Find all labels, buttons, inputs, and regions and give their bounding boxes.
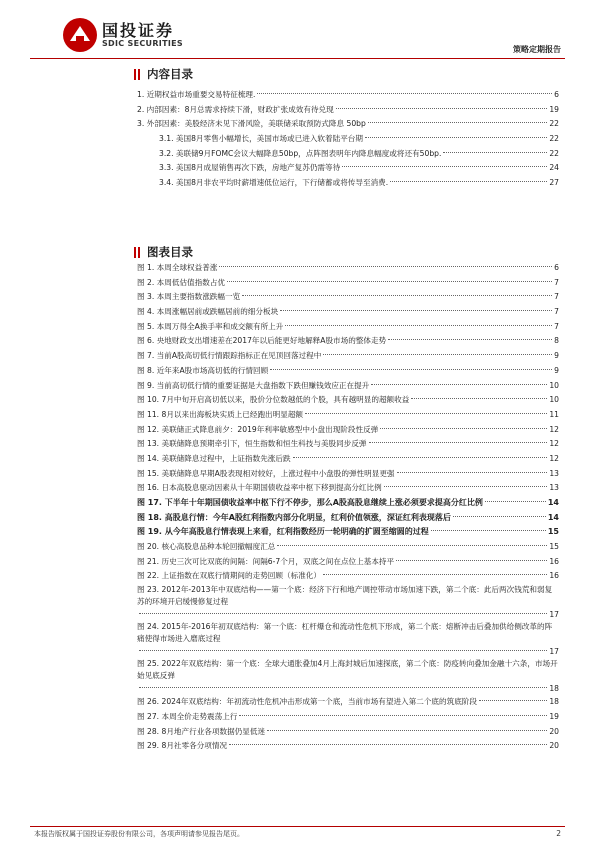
entry-page-number: 12: [549, 453, 559, 463]
figure-entry-14[interactable]: [137, 452, 559, 467]
entry-title: 图 17. 下半年十年期国债收益率中枢下行不停步，那么A股高股息继续上涨必须要求提高分红比例: [137, 498, 483, 507]
logo-english-name: SDIC SECURITIES: [102, 39, 183, 48]
entry-title: 图 23. 2012年-2013年中双底结构——第一个底：经济下行和地产调控带动市场加速下跌，第二个底：此后两次钱荒和弱复苏的环境开启缓慢修复过程: [137, 585, 553, 607]
entry-page-number: 16: [549, 556, 559, 566]
entry-page-number: 15: [547, 527, 559, 537]
contents-heading: [134, 66, 193, 82]
figure-entry-3[interactable]: [137, 290, 559, 305]
dot-leader: [411, 398, 547, 399]
entry-title: 图 25. 2022年双底结构：第一个底：全球大通胀叠加4月上海封城后加速探底，第二个底：防疫转向叠加金融十六条，市场开始见底反弹: [137, 659, 558, 681]
entry-page-number: 7: [554, 307, 559, 317]
figures-title: 图表目录: [147, 245, 193, 259]
dot-leader: [380, 428, 547, 429]
dot-leader: [257, 93, 552, 94]
dot-leader: [431, 530, 546, 531]
dot-leader: [479, 700, 547, 701]
entry-page-number: 16: [549, 571, 559, 581]
entry-page-number: 12: [549, 424, 559, 434]
entry-title: 图 14. 美联储降息过程中，上证指数先涨后跌: [137, 453, 291, 463]
dot-leader: [443, 152, 547, 153]
figure-entry-5[interactable]: [137, 320, 559, 335]
figure-entry-13[interactable]: [137, 437, 559, 452]
dot-leader: [285, 325, 552, 326]
dot-leader: [368, 122, 548, 123]
entry-title: 图 3. 本周主要指数涨跌幅一览: [137, 292, 241, 302]
entry-title: 3.4. 美国8月非农平均时薪增速低位运行，下行储蓄或将传导至消费.: [159, 178, 389, 188]
dot-leader: [293, 457, 548, 458]
dot-leader: [139, 650, 547, 651]
page-header: [0, 0, 595, 60]
figure-entry-10[interactable]: [137, 393, 559, 408]
dot-leader: [369, 442, 548, 443]
figure-entry-12[interactable]: [137, 423, 559, 438]
entry-title: 图 5. 本周万得全A换手率和成交额有所上升: [137, 321, 284, 331]
entry-page-number: 8: [554, 336, 559, 346]
entry-page-number: 17: [549, 610, 559, 620]
figure-entry-22[interactable]: [137, 569, 559, 584]
entry-page-number: 14: [547, 498, 559, 507]
entry-title: 图 12. 美联储正式降息前夕：2019年利率敏感型中小盘出现阶段性反弹: [137, 424, 379, 434]
dot-leader: [277, 545, 547, 546]
entry-title: 图 2. 本周低估值指数占优: [137, 277, 226, 287]
section-marker-icon: [134, 69, 140, 80]
dot-leader: [219, 266, 552, 267]
contents-entry-1[interactable]: [137, 88, 559, 103]
entry-title: 图 9. 当前高切低行情的重要证据是大盘指数下跌但赚钱效应正在提升: [137, 380, 370, 390]
dot-leader: [139, 687, 547, 688]
entry-page-number: 13: [549, 468, 559, 478]
contents-entry-3[interactable]: [137, 117, 559, 132]
entry-title: 图 10. 7月中旬开启高切低以来，股价分位数越低的个股，具有越明显的超额收益: [137, 395, 410, 405]
entry-title: 图 20. 核心高股息品种本轮回撤幅度汇总: [137, 542, 276, 552]
entry-title: 3. 外部因素：美股经济未见下滑风险，美联储采取预防式降息 50bp: [137, 119, 366, 129]
entry-page-number: 24: [549, 163, 559, 173]
report-type-label: 策略定期报告: [513, 45, 561, 54]
logo-chinese-name: 国投证券: [102, 21, 175, 40]
entry-title: 3.3. 美国8月成屋销售再次下跌，房地产复苏仍需等待: [159, 163, 341, 173]
entry-page-number: 12: [549, 439, 559, 449]
entry-page-number: 7: [554, 321, 559, 331]
figure-entry-18[interactable]: [137, 511, 559, 526]
figure-entry-9[interactable]: [137, 379, 559, 394]
figure-entry-16[interactable]: [137, 481, 559, 496]
dot-leader: [336, 108, 548, 109]
figure-entry-28[interactable]: [137, 725, 559, 740]
entry-page-number: 20: [549, 741, 559, 751]
figure-entry-27[interactable]: [137, 710, 559, 725]
entry-title: 图 26. 2024年双底结构：年初流动性危机冲击形成第一个底，当前市场有望进入第二个底的筑底阶段: [137, 697, 477, 707]
entry-page-number: 17: [549, 647, 559, 657]
dot-leader: [388, 339, 552, 340]
contents-entry-4[interactable]: [137, 132, 559, 147]
entry-page-number: 20: [549, 726, 559, 736]
figure-entry-6[interactable]: [137, 334, 559, 349]
entry-title: 2. 内部因素：8月总需求持续下滑，财政扩张成效有待兑现: [137, 104, 334, 114]
entry-page-number: 6: [554, 263, 559, 272]
entry-title: 1. 近期权益市场重要交易特征梳理.: [137, 90, 256, 99]
dot-leader: [453, 516, 546, 517]
dot-leader: [270, 369, 552, 370]
figure-entry-2[interactable]: [137, 276, 559, 291]
contents-list: [137, 88, 559, 191]
figures-heading: [134, 244, 193, 260]
figure-entry-1[interactable]: [137, 261, 559, 276]
figure-entry-26[interactable]: [137, 695, 559, 710]
figure-entry-17[interactable]: [137, 496, 559, 511]
dot-leader: [229, 744, 547, 745]
entry-page-number: 10: [549, 395, 559, 405]
entry-title: 图 21. 历史三次可比双底的间隔：间隔6-7个月，双底之间在点位上基本持平: [137, 556, 395, 566]
company-logo: [62, 17, 202, 53]
figure-entry-20[interactable]: [137, 540, 559, 555]
dot-leader: [365, 137, 547, 138]
header-divider: [30, 58, 565, 59]
entry-title: 图 13. 美联储降息预期牵引下，恒生指数和恒生科技与美股同步反弹: [137, 439, 367, 449]
dot-leader: [280, 310, 552, 311]
entry-page-number: 22: [549, 119, 559, 129]
entry-page-number: 22: [549, 148, 559, 158]
entry-title: 图 29. 8月社零各分项情况: [137, 741, 228, 751]
figure-entry-11[interactable]: [137, 408, 559, 423]
dot-leader: [390, 181, 547, 182]
figure-entry-4[interactable]: [137, 305, 559, 320]
entry-title: 图 15. 美联储降息早期A股表现相对较好，上涨过程中小盘股的弹性明显更强: [137, 468, 395, 478]
contents-entry-2[interactable]: [137, 103, 559, 118]
entry-page-number: 15: [549, 542, 559, 552]
entry-title: 3.1. 美国8月零售小幅增长，美国市场或已进入软着陆平台期: [159, 134, 363, 144]
entry-title: 图 16. 日本高股息驱动因素从十年期国债收益率中枢下移到提高分红比例: [137, 483, 382, 493]
dot-leader: [139, 613, 547, 614]
entry-page-number: 9: [554, 351, 559, 361]
entry-title: 图 27. 本周全价走势震荡上行: [137, 711, 238, 721]
entry-title: 3.2. 美联储9月FOMC会议大幅降息50bp，点阵图表明年内降息幅度或将还有50bp.: [159, 148, 442, 158]
entry-page-number: 9: [554, 365, 559, 375]
footer-divider: [30, 826, 565, 827]
dot-leader: [371, 384, 547, 385]
entry-page-number: 7: [554, 277, 559, 287]
page-number: 2: [556, 829, 561, 838]
section-marker-icon: [134, 247, 140, 258]
figure-entry-21[interactable]: [137, 555, 559, 570]
figure-entry-8[interactable]: [137, 364, 559, 379]
dot-leader: [227, 281, 552, 282]
contents-entry-5[interactable]: [137, 147, 559, 162]
entry-title: 图 7. 当前A股高切低行情跟踪指标正在见顶回落过程中: [137, 351, 322, 361]
dot-leader: [397, 472, 548, 473]
dot-leader: [267, 730, 547, 731]
figure-entry-23[interactable]: [137, 584, 559, 621]
entry-title: 图 22. 上证指数在双底行情期间的走势回顾（标准化）: [137, 571, 321, 581]
entry-title: 图 1. 本周全球权益普涨: [137, 263, 218, 272]
logo-mark-icon: [62, 17, 98, 53]
entry-page-number: 19: [549, 711, 559, 721]
footer-disclaimer: 本报告版权属于国投证券股份有限公司，各项声明请参见报告尾页。: [34, 830, 244, 838]
figure-entry-19[interactable]: [137, 525, 559, 540]
entry-page-number: 14: [547, 512, 559, 522]
entry-page-number: 22: [549, 134, 559, 144]
entry-title: 图 11. 8月以来出海板块实质上已经跑出明显超额: [137, 409, 304, 419]
dot-leader: [323, 354, 552, 355]
dot-leader: [485, 501, 546, 502]
figure-entry-29[interactable]: [137, 739, 559, 754]
entry-title: 图 24. 2015年-2016年初双底结构：第一个底：杠杆爆仓和流动性危机下形成，第二个底：熔断冲击后叠加供给侧改革的阵痛使得市场进入磨底过程: [137, 622, 553, 644]
entry-leader-line: [137, 645, 559, 658]
dot-leader: [323, 574, 547, 575]
entry-page-number: 10: [549, 380, 559, 390]
dot-leader: [342, 166, 547, 167]
entry-title: 图 28. 8月地产行业各项数据仍显低迷: [137, 726, 266, 736]
entry-leader-line: [137, 608, 559, 621]
contents-entry-6[interactable]: [137, 161, 559, 176]
contents-title: 内容目录: [147, 67, 193, 81]
dot-leader: [239, 715, 547, 716]
figure-entry-24[interactable]: [137, 621, 559, 658]
contents-entry-7[interactable]: [137, 176, 559, 191]
entry-page-number: 6: [554, 90, 559, 99]
dot-leader: [305, 413, 547, 414]
figure-entry-25[interactable]: [137, 658, 559, 695]
entry-title: 图 8. 近年来A股市场高切低的行情回顾: [137, 365, 269, 375]
dot-leader: [384, 486, 548, 487]
entry-page-number: 11: [549, 409, 559, 419]
entry-title: 图 4. 本周涨幅居前或跌幅居前的细分板块: [137, 307, 279, 317]
entry-title: 图 19. 从今年高股息行情表现上来看，红利指数经历一轮明确的扩圆至缩圆的过程: [137, 527, 429, 537]
entry-page-number: 13: [549, 483, 559, 493]
entry-title: 图 18. 高股息行情：今年A股红利指数内部分化明显，红利价值领涨，深证红利表现落后: [137, 512, 451, 522]
figure-entry-7[interactable]: [137, 349, 559, 364]
entry-page-number: 7: [554, 292, 559, 302]
figure-entry-15[interactable]: [137, 467, 559, 482]
entry-leader-line: [137, 682, 559, 695]
entry-title: 图 6. 央地财政支出增速差在2017年以后能更好地解释A股市场的整体走势: [137, 336, 387, 346]
entry-page-number: 18: [549, 684, 559, 694]
entry-page-number: 27: [549, 178, 559, 188]
entry-page-number: 19: [549, 104, 559, 114]
entry-page-number: 18: [549, 697, 559, 707]
dot-leader: [396, 560, 547, 561]
figures-list: [137, 261, 559, 754]
dot-leader: [242, 295, 552, 296]
